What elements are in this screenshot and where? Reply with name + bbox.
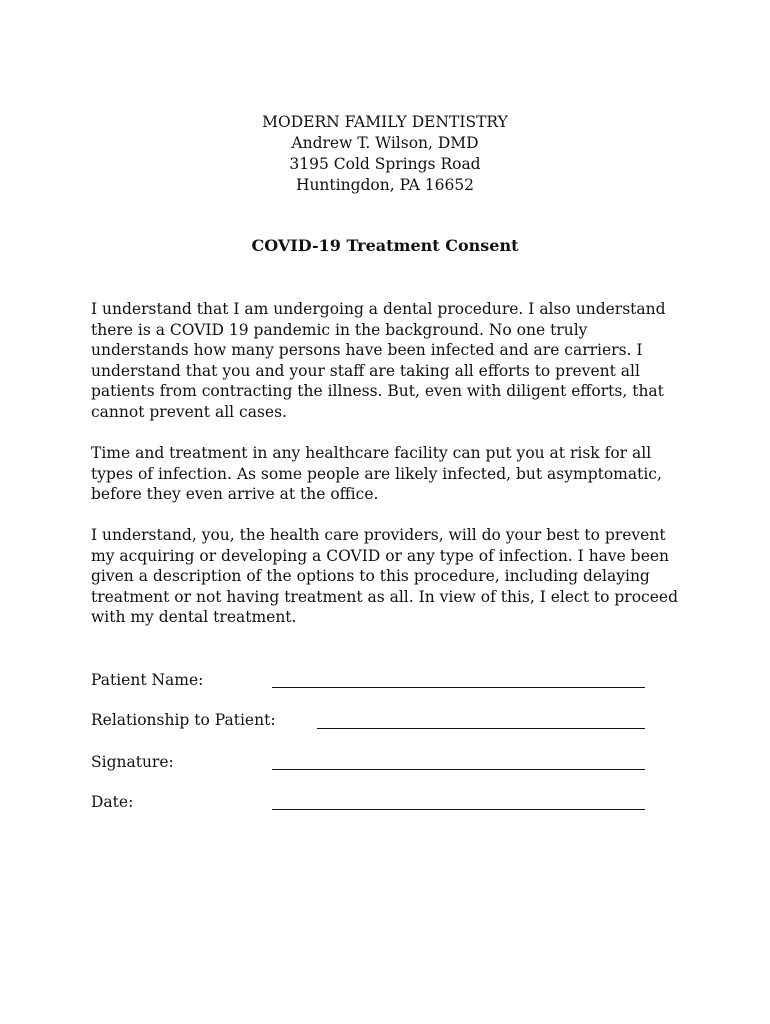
date-field[interactable] (272, 809, 645, 810)
paragraph-line: understands how many persons have been infected and are carriers. I (91, 341, 643, 360)
relationship-label: Relationship to Patient: (91, 711, 276, 729)
signature-field[interactable] (272, 769, 645, 770)
paragraph-1 (91, 299, 681, 423)
paragraph-line: understand that you and your staff are taking all efforts to prevent all (91, 361, 640, 380)
paragraph-line: patients from contracting the illness. But, even with diligent efforts, that (91, 382, 664, 401)
paragraph-line: I understand that I am undergoing a dental procedure. I also understand (91, 300, 666, 318)
paragraph-line: given a description of the options to this procedure, including delaying (91, 567, 650, 586)
paragraph-2 (91, 443, 681, 505)
patient-name-field[interactable] (272, 687, 645, 688)
relationship-field[interactable] (317, 728, 645, 729)
document-title: COVID-19 Treatment Consent (251, 236, 519, 255)
signature-label: Signature: (91, 753, 174, 771)
street-address: 3195 Cold Springs Road (289, 155, 481, 173)
paragraph-line: with my dental treatment. (91, 608, 297, 627)
date-label: Date: (91, 793, 134, 811)
doctor-name: Andrew T. Wilson, DMD (291, 134, 479, 152)
patient-name-label: Patient Name: (91, 671, 204, 689)
paragraph-line: before they even arrive at the office. (91, 485, 379, 504)
paragraph-line: treatment or not having treatment as all. In view of this, I elect to proceed (91, 587, 678, 606)
practice-name: MODERN FAMILY DENTISTRY (262, 113, 508, 131)
paragraph-line: cannot prevent all cases. (91, 402, 287, 421)
paragraph-3 (91, 525, 681, 628)
paragraph-line: types of infection. As some people are likely infected, but asymptomatic, (91, 464, 662, 483)
paragraph-line: my acquiring or developing a COVID or any type of infection. I have been (91, 546, 670, 565)
paragraph-line: I understand, you, the health care providers, will do your best to prevent (91, 526, 666, 544)
practice-header (0, 112, 770, 196)
city-state-zip: Huntingdon, PA 16652 (295, 176, 475, 194)
paragraph-line: there is a COVID 19 pandemic in the background. No one truly (91, 320, 588, 339)
paragraph-line: Time and treatment in any healthcare facility can put you at risk for all (91, 444, 652, 462)
